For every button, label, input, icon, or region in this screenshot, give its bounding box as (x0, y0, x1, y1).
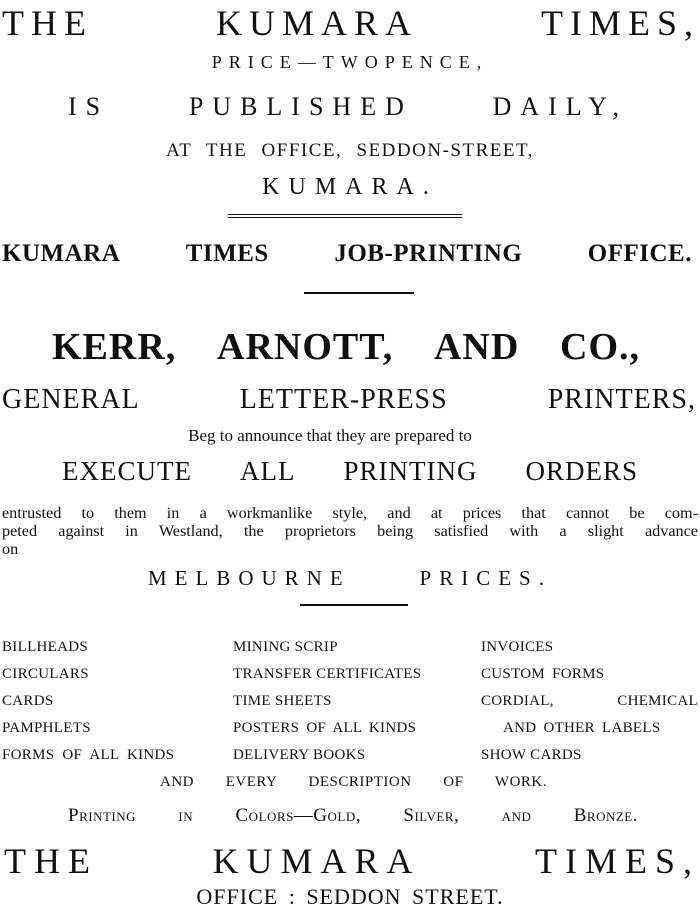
firm-trade (2, 384, 696, 416)
short-rule (304, 292, 414, 294)
service-item: CHEMICAL (617, 693, 698, 709)
service-item: INVOICES (481, 639, 554, 655)
town-line: KUMARA. (262, 174, 438, 200)
job-word-times: TIMES (185, 240, 269, 267)
body-line-3: on (2, 540, 19, 558)
firm-word-arnott: ARNOTT, (217, 326, 394, 368)
firm-word-and: AND (433, 326, 520, 368)
job-word-kumara: KUMARA (2, 240, 121, 267)
service-item: PAMPHLETS (2, 720, 91, 736)
execute-line (62, 456, 638, 487)
masthead-word-the: THE (2, 3, 93, 43)
announce-line: Beg to announce that they are prepared to (188, 426, 472, 445)
firm-name (52, 325, 640, 369)
published-word-is: IS (68, 92, 110, 121)
services-col-3 (481, 634, 698, 769)
service-item: AND OTHER LABELS (503, 720, 661, 736)
footer-word-kumara: KUMARA (212, 841, 421, 881)
service-item: CUSTOM FORMS (481, 666, 605, 682)
published-word-daily: DAILY, (492, 92, 628, 121)
footer-office: OFFICE : SEDDON STREET. (196, 884, 504, 909)
execute-word-printing: PRINTING (343, 456, 478, 486)
footer-word-times: TIMES, (535, 841, 700, 881)
price-line: PRICE—TWOPENCE, (211, 52, 489, 72)
service-item: BILLHEADS (2, 639, 89, 655)
footer-title (4, 840, 700, 882)
prices-word-prices: PRICES. (419, 566, 552, 590)
body-line-1: entrusted to them in a workmanlike style, and at prices that cannot be com- (2, 504, 698, 522)
services-col-1 (2, 634, 174, 769)
melbourne-prices (148, 566, 552, 591)
double-rule (228, 214, 462, 218)
body-line-2: peted against in Westland, the proprietors being satisfied with a slight advance (2, 522, 698, 540)
masthead-word-kumara: KUMARA (215, 3, 418, 43)
prices-word-melbourne: MELBOURNE (148, 566, 351, 590)
execute-word-orders: ORDERS (525, 456, 638, 486)
office-line: AT THE OFFICE, SEDDON-STREET, (166, 140, 534, 161)
body-text (2, 504, 698, 558)
masthead-word-times: TIMES, (541, 3, 700, 43)
service-item: TIME SHEETS (233, 693, 332, 709)
trade-word-printers: PRINTERS, (547, 384, 696, 415)
footer-word-the: THE (4, 841, 98, 881)
job-office-heading (2, 240, 692, 268)
firm-word-co: CO., (560, 326, 640, 368)
service-item: DELIVERY BOOKS (233, 747, 366, 763)
masthead-title (2, 2, 700, 44)
trade-word-letter-press: LETTER-PRESS (239, 384, 448, 415)
service-item-cordial-chemical (481, 688, 698, 715)
service-item: CIRCULARS (2, 666, 89, 682)
published-word-published: PUBLISHED (188, 92, 413, 121)
job-word-job-printing: JOB-PRINTING (334, 240, 523, 267)
published-line (68, 92, 628, 122)
trade-word-general: GENERAL (2, 384, 140, 415)
colors-line: Printing in Colors—Gold, Silver, and Bronze. (68, 805, 638, 826)
services-col-2 (233, 634, 421, 769)
firm-word-kerr: KERR, (52, 326, 177, 368)
job-word-office: OFFICE. (587, 240, 692, 267)
every-description: AND EVERY DESCRIPTION OF WORK. (160, 774, 547, 790)
service-item: CARDS (2, 693, 54, 709)
execute-word-execute: EXECUTE (62, 456, 192, 486)
service-item: FORMS OF ALL KINDS (2, 747, 175, 763)
service-item: CORDIAL, (481, 693, 554, 709)
service-item: TRANSFER CERTIFICATES (233, 666, 422, 682)
service-item: MINING SCRIP (233, 639, 338, 655)
service-item: POSTERS OF ALL KINDS (233, 720, 417, 736)
execute-word-all: ALL (239, 456, 296, 486)
service-item: SHOW CARDS (481, 747, 582, 763)
short-rule-2 (300, 604, 408, 606)
